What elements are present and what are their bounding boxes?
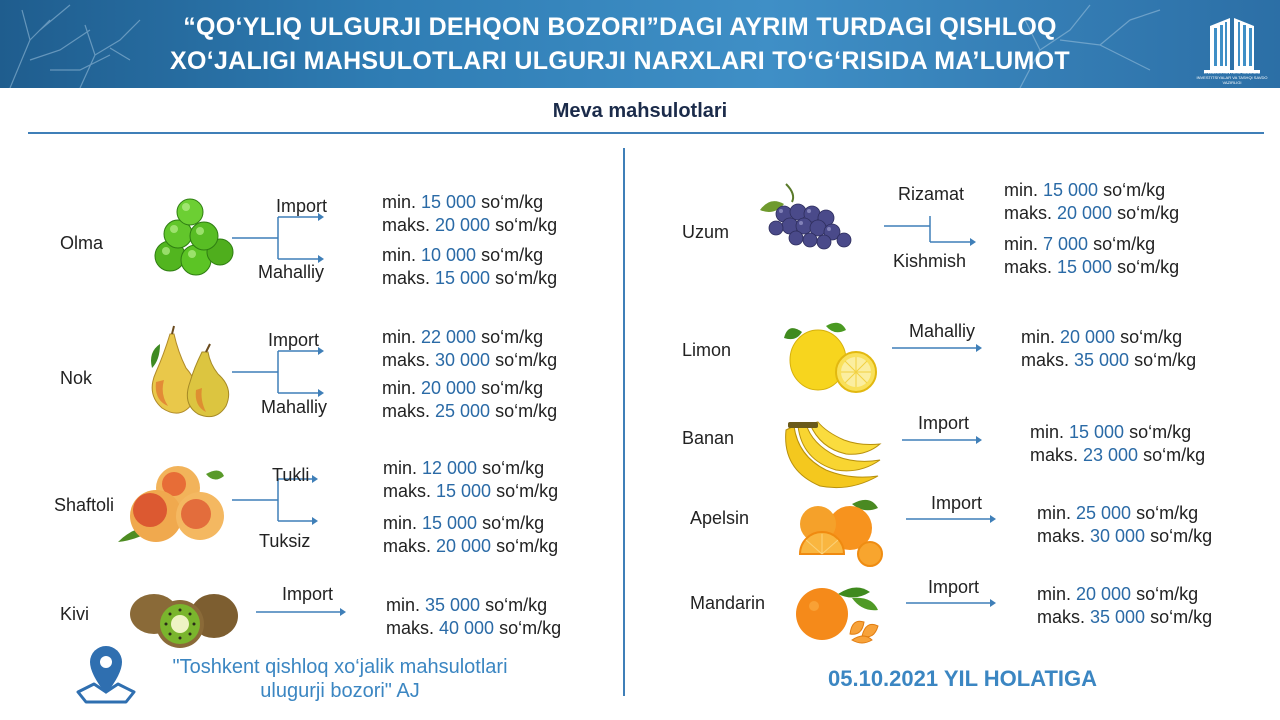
unit: so‘m/kg: [490, 215, 558, 235]
logo-caption-line-1: O'ZBEKISTON RESPUBLIKASI: [1203, 70, 1261, 75]
option-label: Import: [931, 493, 983, 513]
min-value: 12 000: [422, 458, 478, 478]
max-label: maks.: [1004, 257, 1058, 277]
price-block: [1037, 502, 1212, 548]
price-block: [382, 191, 557, 237]
min-label: min.: [386, 595, 426, 615]
branch-connector: [884, 214, 976, 248]
max-value: 25 000: [435, 401, 491, 421]
max-value: 23 000: [1083, 445, 1139, 465]
option-label: Import: [268, 330, 320, 350]
min-value: 15 000: [421, 192, 477, 212]
branch-connector: [232, 344, 324, 402]
unit: so‘m/kg: [490, 268, 558, 288]
max-label: maks.: [386, 618, 440, 638]
unit: so‘m/kg: [477, 513, 545, 533]
min-label: min.: [1004, 234, 1044, 254]
fruit-name-mandarin: Mandarin: [690, 593, 766, 613]
unit: so‘m/kg: [1098, 180, 1166, 200]
unit: so‘m/kg: [476, 245, 544, 265]
price-block: [382, 326, 557, 372]
min-value: 22 000: [421, 327, 477, 347]
lemon-icon: [782, 320, 878, 396]
price-block: [1030, 421, 1205, 467]
price-block: [1037, 583, 1212, 629]
max-label: maks.: [382, 215, 436, 235]
min-value: 15 000: [1043, 180, 1099, 200]
vertical-divider: [623, 148, 625, 696]
apple-icon: [148, 196, 234, 278]
price-block: [1004, 179, 1179, 225]
price-block: [383, 512, 558, 558]
min-value: 35 000: [425, 595, 481, 615]
fruit-name-shaftoli: Shaftoli: [54, 495, 115, 515]
max-value: 35 000: [1074, 350, 1130, 370]
max-value: 35 000: [1090, 607, 1146, 627]
max-value: 30 000: [435, 350, 491, 370]
option-label: Import: [928, 577, 980, 597]
title-line-1: “QO‘YLIQ ULGURJI DEHQON BOZORI”DAGI AYRIM TURDAGI QISHLOQ: [183, 13, 1057, 41]
logo-caption: [1190, 70, 1274, 85]
min-label: min.: [383, 458, 423, 478]
market-name: [160, 655, 520, 703]
mandarin-icon: [790, 582, 884, 644]
price-block: [386, 594, 561, 640]
min-value: 7 000: [1043, 234, 1089, 254]
arrow-connector: [902, 434, 984, 446]
min-value: 15 000: [422, 513, 478, 533]
min-value: 15 000: [1069, 422, 1125, 442]
max-value: 20 000: [436, 536, 492, 556]
fruit-name-limon: Limon: [682, 340, 732, 360]
unit: so‘m/kg: [480, 595, 548, 615]
min-value: 20 000: [421, 378, 477, 398]
max-label: maks.: [383, 536, 437, 556]
unit: so‘m/kg: [494, 618, 562, 638]
unit: so‘m/kg: [1115, 327, 1183, 347]
max-label: maks.: [382, 268, 436, 288]
market-name-line-1: "Toshkent qishloq xo‘jalik mahsulotlari: [172, 656, 508, 678]
unit: so‘m/kg: [1145, 526, 1213, 546]
min-value: 25 000: [1076, 503, 1132, 523]
price-block: [1004, 233, 1179, 279]
unit: so‘m/kg: [1129, 350, 1197, 370]
header-banner: [0, 0, 1280, 88]
unit: so‘m/kg: [476, 327, 544, 347]
logo-caption-line-2: INVESTITSIYALAR VA TASHQI SAVDO VAZIRLIGI: [1196, 75, 1268, 85]
arrow-connector: [906, 597, 998, 609]
max-value: 30 000: [1090, 526, 1146, 546]
max-value: 40 000: [439, 618, 495, 638]
branch-connector: [232, 210, 324, 268]
unit: so‘m/kg: [1131, 584, 1199, 604]
peach-icon: [116, 462, 228, 548]
unit: so‘m/kg: [1138, 445, 1206, 465]
kiwi-icon: [128, 588, 240, 650]
grapes-icon: [756, 180, 860, 252]
option-label: Mahalliy: [909, 321, 976, 341]
title-line-2: XO‘JALIGI MAHSULOTLARI ULGURJI NARXLARI TO‘G‘RISIDA MA’LUMOT: [170, 47, 1070, 75]
max-label: maks.: [1030, 445, 1084, 465]
fruit-name-olma: Olma: [60, 233, 104, 253]
max-value: 20 000: [435, 215, 491, 235]
unit: so‘m/kg: [476, 192, 544, 212]
arrow-connector: [256, 606, 348, 618]
unit: so‘m/kg: [490, 350, 558, 370]
max-label: maks.: [1021, 350, 1075, 370]
fruit-name-nok: Nok: [60, 368, 93, 388]
min-label: min.: [382, 245, 422, 265]
banana-icon: [780, 420, 884, 492]
orange-icon: [794, 494, 884, 568]
price-block: [1021, 326, 1196, 372]
min-label: min.: [382, 378, 422, 398]
unit: so‘m/kg: [1088, 234, 1156, 254]
max-value: 15 000: [435, 268, 491, 288]
unit: so‘m/kg: [490, 401, 558, 421]
max-label: maks.: [383, 481, 437, 501]
unit: so‘m/kg: [1124, 422, 1192, 442]
fruit-name-banan: Banan: [682, 428, 735, 448]
unit: so‘m/kg: [491, 481, 559, 501]
option-label: Import: [276, 196, 328, 216]
min-value: 20 000: [1060, 327, 1116, 347]
option-label: Mahalliy: [261, 397, 328, 417]
max-value: 15 000: [1057, 257, 1113, 277]
min-label: min.: [1037, 584, 1077, 604]
price-block: [382, 377, 557, 423]
max-value: 20 000: [1057, 203, 1113, 223]
max-value: 15 000: [436, 481, 492, 501]
option-label: Kishmish: [893, 251, 967, 271]
unit: so‘m/kg: [1112, 257, 1180, 277]
market-name-line-2: ulugurji bozori" AJ: [260, 680, 420, 702]
unit: so‘m/kg: [1112, 203, 1180, 223]
unit: so‘m/kg: [491, 536, 559, 556]
option-label: Rizamat: [898, 184, 965, 204]
min-value: 10 000: [421, 245, 477, 265]
status-date: 05.10.2021 YIL HOLATIGA: [828, 666, 1098, 691]
fruit-name-uzum: Uzum: [682, 222, 730, 242]
price-block: [382, 244, 557, 290]
max-label: maks.: [382, 401, 436, 421]
max-label: maks.: [382, 350, 436, 370]
unit: so‘m/kg: [1145, 607, 1213, 627]
location-pin-icon: [72, 642, 140, 706]
fruit-name-kivi: Kivi: [60, 604, 90, 624]
min-label: min.: [383, 513, 423, 533]
min-value: 20 000: [1076, 584, 1132, 604]
min-label: min.: [382, 192, 422, 212]
fruit-name-apelsin: Apelsin: [690, 508, 750, 528]
option-label: Mahalliy: [258, 262, 325, 282]
option-label: Tukli: [272, 465, 310, 485]
option-label: Tuksiz: [259, 531, 311, 551]
min-label: min.: [1037, 503, 1077, 523]
unit: so‘m/kg: [476, 378, 544, 398]
section-title: Meva mahsulotlari: [552, 100, 728, 122]
page-title: [90, 10, 1150, 78]
min-label: min.: [382, 327, 422, 347]
option-label: Import: [282, 584, 334, 604]
horizontal-divider: [28, 132, 1264, 134]
max-label: maks.: [1037, 526, 1091, 546]
arrow-connector: [892, 342, 984, 354]
min-label: min.: [1030, 422, 1070, 442]
min-label: min.: [1021, 327, 1061, 347]
price-block: [383, 457, 558, 503]
unit: so‘m/kg: [1131, 503, 1199, 523]
pear-icon: [140, 324, 238, 420]
max-label: maks.: [1037, 607, 1091, 627]
max-label: maks.: [1004, 203, 1058, 223]
arrow-connector: [906, 513, 998, 525]
unit: so‘m/kg: [477, 458, 545, 478]
min-label: min.: [1004, 180, 1044, 200]
option-label: Import: [918, 413, 970, 433]
